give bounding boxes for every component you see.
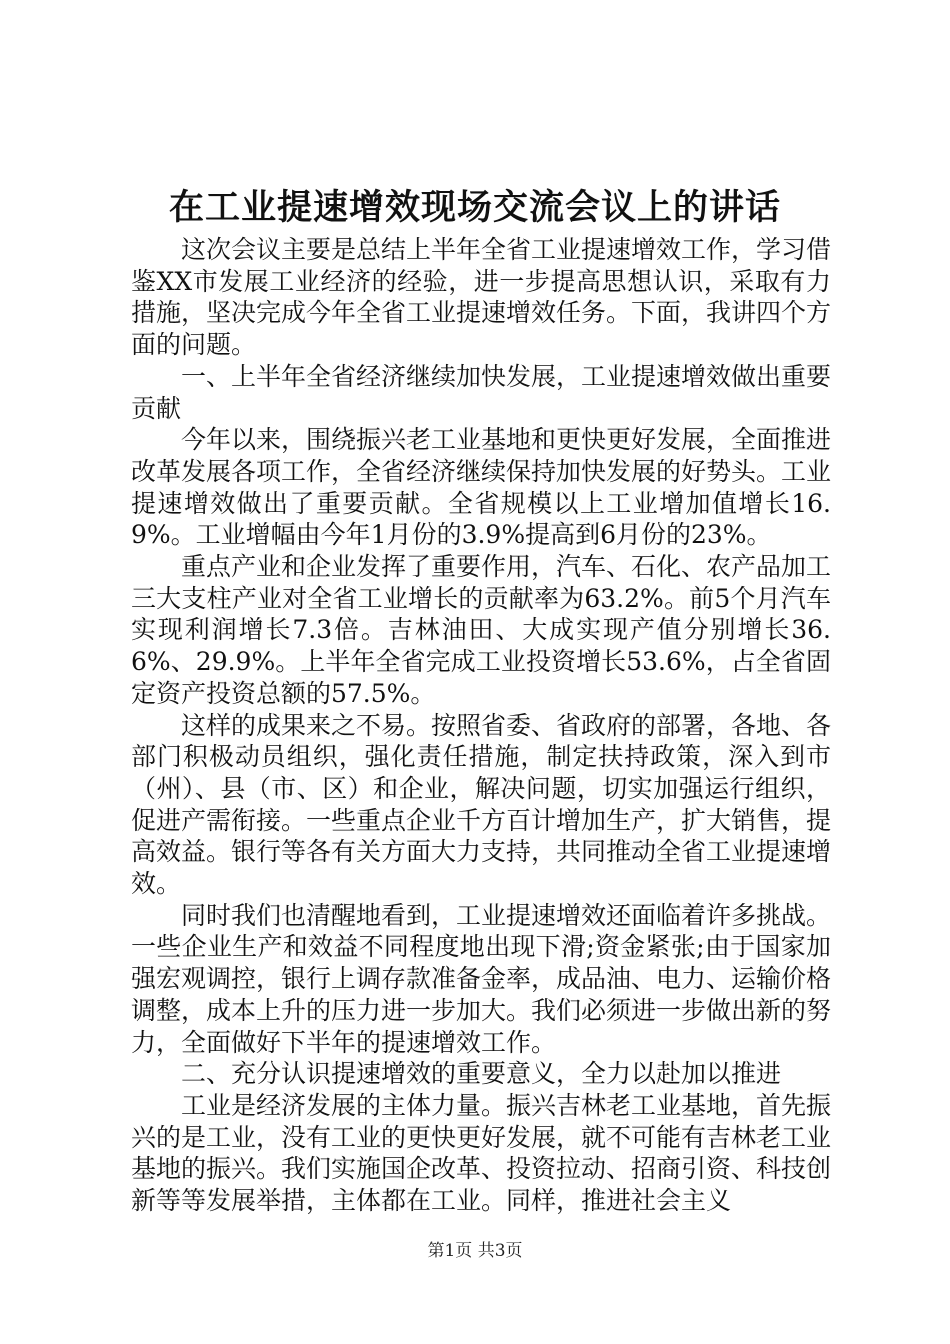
section-heading-1: 一、上半年全省经济继续加快发展，工业提速增效做出重要贡献 xyxy=(131,361,832,423)
paragraph-industry-role: 工业是经济发展的主体力量。振兴吉林老工业基地，首先振兴的是工业，没有工业的更快更好发展，就不可能有吉林老工业基地的振兴。我们实施国企改革、投资拉动、招商引资、科技创新等等发展举措，主体都在工业。同样，推进社会主义 xyxy=(131,1090,832,1216)
paragraph-industries: 重点产业和企业发挥了重要作用，汽车、石化、农产品加工三大支柱产业对全省工业增长的贡献率为63.2%。前5个月汽车实现利润增长7.3倍。吉林油田、大成实现产值分别增长36.6%、29.9%。上半年全省完成工业投资增长53.6%，占全省固定资产投资总额的57.5%。 xyxy=(131,552,832,708)
paragraph-achievements: 这样的成果来之不易。按照省委、省政府的部署，各地、各部门积极动员组织，强化责任措施，制定扶持政策，深入到市（州）、县（市、区）和企业，解决问题，切实加强运行组织，促进产需衔接。一些重点企业千方百计增加生产，扩大销售，提高效益。银行等各有关方面大力支持，共同推动全省工业提速增效。 xyxy=(131,710,832,899)
paragraph-growth: 今年以来，围绕振兴老工业基地和更快更好发展，全面推进改革发展各项工作，全省经济继续保持加快发展的好势头。工业提速增效做出了重要贡献。全省规模以上工业增加值增长16.9%。工业增幅由今年1月份的3.9%提高到6月份的23%。 xyxy=(131,425,832,550)
document-body xyxy=(131,234,831,1217)
paragraph-challenges: 同时我们也清醒地看到，工业提速增效还面临着许多挑战。一些企业生产和效益不同程度地出现下滑;资金紧张;由于国家加强宏观调控，银行上调存款准备金率，成品油、电力、运输价格调整，成本上升的压力进一步加大。我们必须进一步做出新的努力，全面做好下半年的提速增效工作。 xyxy=(131,900,832,1057)
paragraph-intro: 这次会议主要是总结上半年全省工业提速增效工作，学习借鉴XX市发展工业经济的经验，进一步提高思想认识，采取有力措施，坚决完成今年全省工业提速增效任务。下面，我讲四个方面的问题。 xyxy=(131,235,832,360)
document-title: 在工业提速增效现场交流会议上的讲话 xyxy=(168,187,781,228)
page-number-footer: 第1页 共3页 xyxy=(427,1241,523,1261)
section-heading-2: 二、充分认识提速增效的重要意义，全力以赴加以推进 xyxy=(181,1059,782,1089)
